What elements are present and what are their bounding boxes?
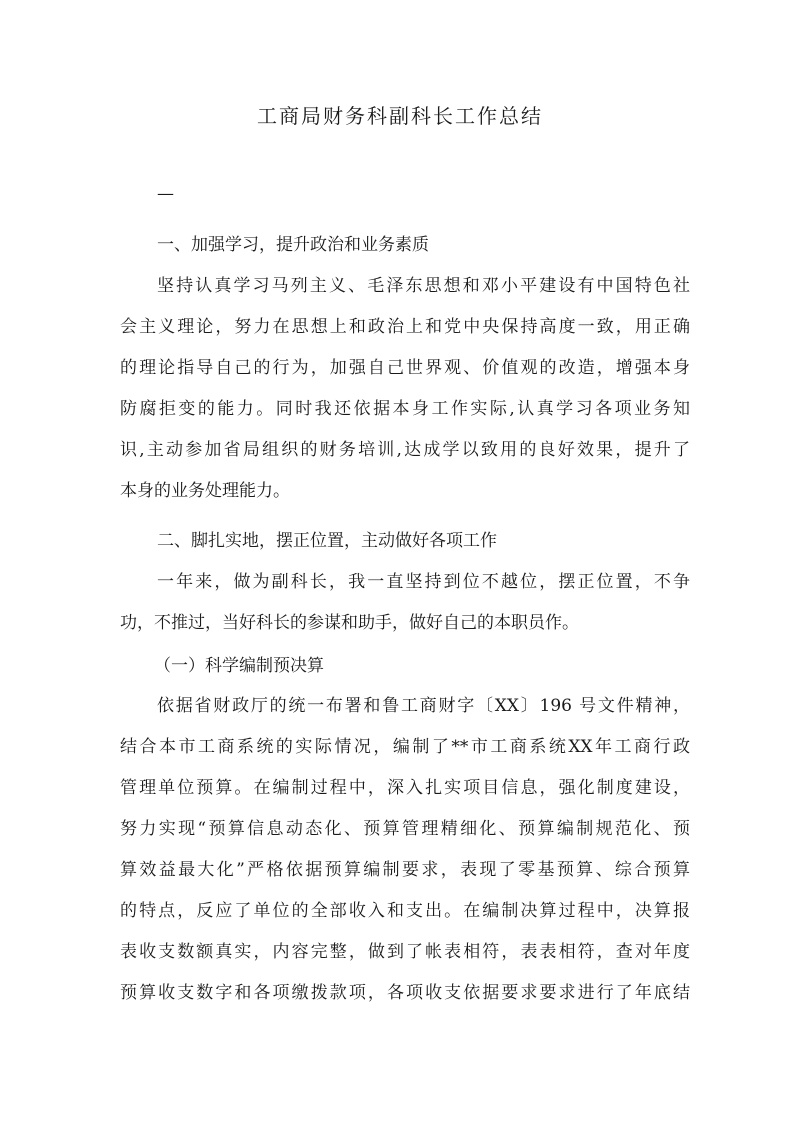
paragraph-1 bbox=[120, 266, 690, 512]
paragraph-line: 努力实现“预算信息动态化、预算管理精细化、预算编制规范化、预 bbox=[120, 819, 690, 839]
paragraph-line: 会主义理论，努力在思想上和政治上和党中央保持高度一致，用正确 bbox=[120, 317, 690, 337]
subsection-heading-1: （一）科学编制预决算 bbox=[154, 656, 324, 676]
separator-dash: — bbox=[157, 184, 174, 204]
paragraph-3 bbox=[120, 686, 690, 1014]
paragraph-line: 本身的业务处理能力。 bbox=[120, 481, 290, 501]
document-title: 工商局财务科副科长工作总结 bbox=[257, 104, 543, 128]
section-heading-2: 二、脚扎实地，摆正位置，主动做好各项工作 bbox=[157, 531, 497, 551]
paragraph-line: 表收支数额真实，内容完整，做到了帐表相符，表表相符，查对年度 bbox=[120, 942, 690, 962]
paragraph-line: 的特点，反应了单位的全部收入和支出。在编制决算过程中，决算报 bbox=[120, 901, 690, 921]
paragraph-line: 防腐拒变的能力。同时我还依据本身工作实际,认真学习各项业务知 bbox=[120, 399, 690, 419]
paragraph-line: 识,主动参加省局组织的财务培训,达成学以致用的良好效果，提升了 bbox=[120, 440, 690, 460]
paragraph-line: 预算收支数字和各项缴拨款项，各项收支依据要求要求进行了年底结 bbox=[120, 983, 690, 1003]
paragraph-line: 的理论指导自己的行为，加强自己世界观、价值观的改造，增强本身 bbox=[120, 358, 690, 378]
paragraph-line: 功，不推过，当好科长的参谋和助手，做好自己的本职员作。 bbox=[120, 613, 579, 633]
paragraph-line: 坚持认真学习马列主义、毛泽东思想和邓小平建设有中国特色社 bbox=[157, 276, 690, 296]
paragraph-2 bbox=[120, 562, 690, 644]
section-heading-1: 一、加强学习，提升政治和业务素质 bbox=[157, 235, 429, 255]
paragraph-line: 依据省财政厅的统一布署和鲁工商财字〔XX〕196 号文件精神， bbox=[157, 696, 690, 716]
paragraph-line: 结合本市工商系统的实际情况，编制了**市工商系统XX年工商行政 bbox=[120, 737, 690, 757]
paragraph-line: 一年来，做为副科长，我一直坚持到位不越位，摆正位置，不争 bbox=[157, 572, 690, 592]
paragraph-line: 算效益最大化”严格依据预算编制要求，表现了零基预算、综合预算 bbox=[120, 860, 690, 880]
paragraph-line: 管理单位预算。在编制过程中，深入扎实项目信息，强化制度建设， bbox=[120, 778, 690, 798]
